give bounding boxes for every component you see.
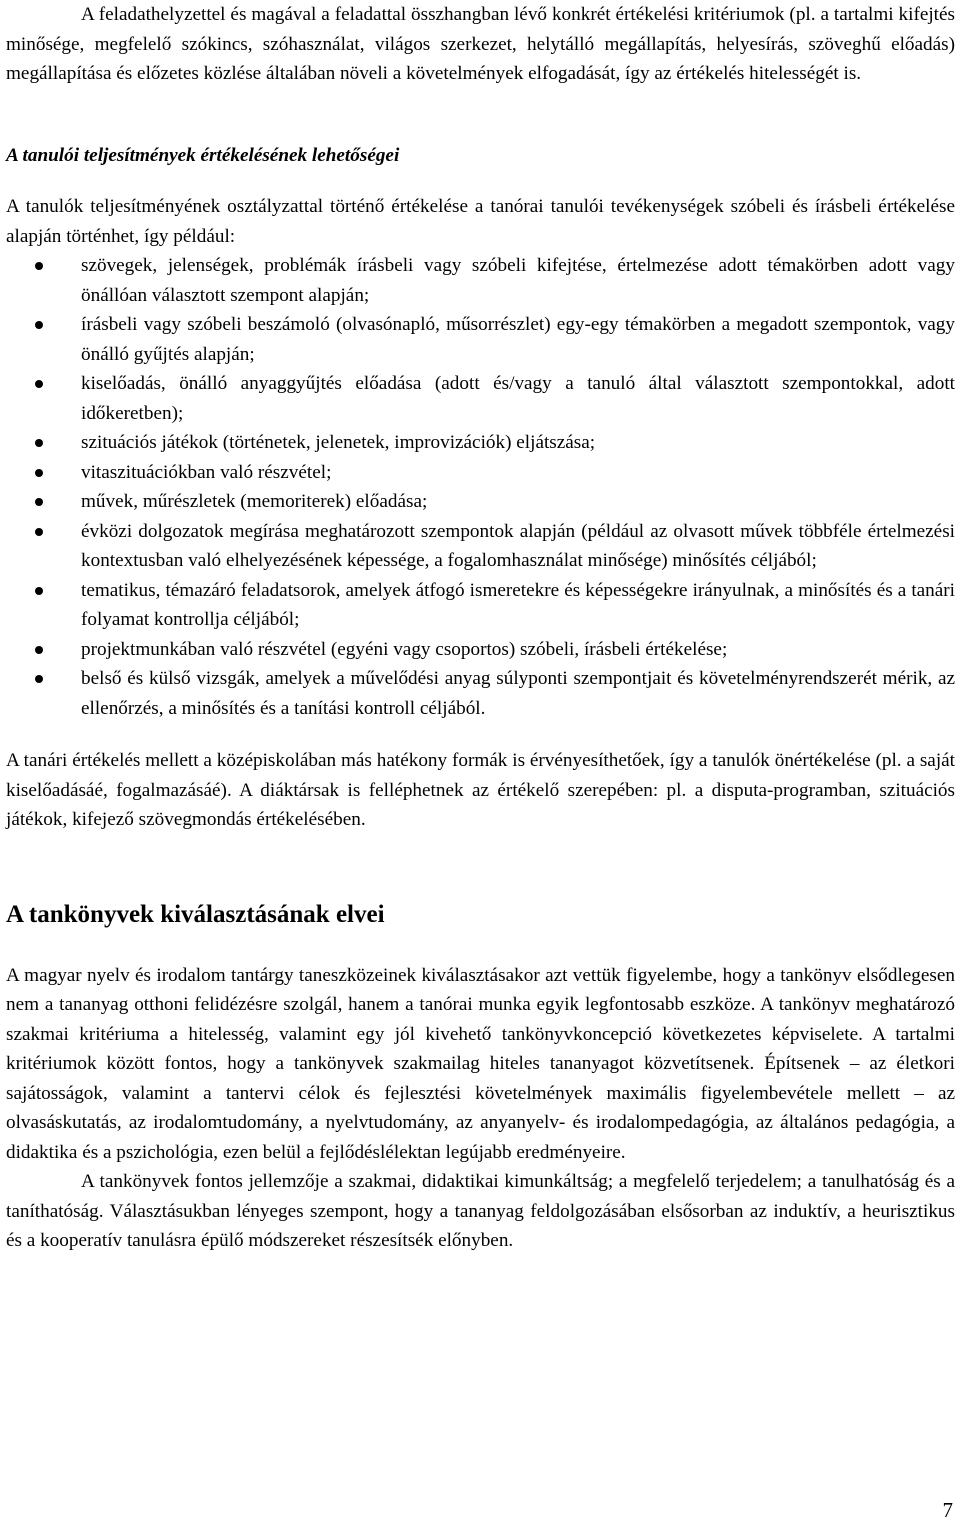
document-page xyxy=(6,0,955,1256)
spacer xyxy=(6,170,955,192)
bullet-icon xyxy=(35,587,43,595)
evaluation-lead-paragraph: A tanulók teljesítményének osztályzattal történő értékelése a tanórai tanulói tevékenységek szóbeli és írásbeli értékelése alapján történhet, így például: xyxy=(6,196,955,247)
spacer xyxy=(6,835,955,899)
list-item xyxy=(6,517,955,576)
bullet-icon xyxy=(35,262,43,270)
section-heading-textbooks: A tankönyvek kiválasztásának elvei xyxy=(6,900,385,928)
bullet-icon xyxy=(35,646,43,654)
list-item xyxy=(6,310,955,369)
bullet-icon xyxy=(35,498,43,506)
evaluation-methods-list xyxy=(6,251,955,723)
spacer xyxy=(6,723,955,746)
list-item xyxy=(6,428,955,458)
page-number: 7 xyxy=(942,1498,953,1522)
list-item-text: évközi dolgozatok megírása meghatározott szempontok alapján (például az olvasott művek többféle értelmezési kontextusban való elhelyezésének képessége, a fogalomhasználat minősége) minősítés céljából; xyxy=(81,520,955,571)
list-item xyxy=(6,487,955,517)
list-item-text: kiselőadás, önálló anyaggyűjtés előadása (adott és/vagy a tanuló által választott szempontokkal, adott időkeretben); xyxy=(81,373,955,424)
list-item-text: tematikus, témazáró feladatsorok, amelyek átfogó ismeretekre és képességekre irányulnak, a minősítés és a tanári folyamat kontrollja céljából; xyxy=(81,579,955,630)
list-item-text: írásbeli vagy szóbeli beszámoló (olvasónapló, műsorrészlet) egy-egy témakörben a megadott szempontok, vagy önálló gyűjtés alapján; xyxy=(81,314,955,365)
bullet-icon xyxy=(35,469,43,477)
section-heading-evaluation: A tanulói teljesítmények értékelésének lehetőségei xyxy=(6,144,400,166)
bullet-icon xyxy=(35,528,43,536)
list-item-text: vitaszituációkban való részvétel; xyxy=(81,461,332,483)
list-item xyxy=(6,664,955,723)
bullet-icon xyxy=(35,439,43,447)
bullet-icon xyxy=(35,675,43,683)
spacer xyxy=(6,89,955,141)
list-item xyxy=(6,458,955,488)
spacer xyxy=(6,931,955,961)
list-item-text: szövegek, jelenségek, problémák írásbeli vagy szóbeli kifejtése, értelmezése adott témakörben adott vagy önállóan választott szempont alapján; xyxy=(81,255,955,306)
list-item-text: művek, műrészletek (memoriterek) előadása; xyxy=(81,491,428,512)
list-item xyxy=(6,635,955,665)
textbooks-paragraph-2: A tankönyvek fontos jellemzője a szakmai, didaktikai kimunkáltság; a megfelelő terjedelem; a tanulhatóság és a taníthatóság. Választásukban lényeges szempont, hogy a tananyag feldolgozásában elsősorban az induktív, a heurisztikus és a kooperatív tanulásra épülő módszereket részesítsék előnyben. xyxy=(6,1171,955,1251)
list-item xyxy=(6,369,955,428)
list-item-text: projektmunkában való részvétel (egyéni vagy csoportos) szóbeli, írásbeli értékelése; xyxy=(81,638,728,660)
intro-paragraph: A feladathelyzettel és magával a feladattal összhangban lévő konkrét értékelési kritériumok (pl. a tartalmi kifejtés minősége, megfelelő szókincs, szóhasználat, világos szerkezet, helytálló megállapítás, helyesírás, szöveghű előadás) megállapítása és előzetes közlése általában növeli a követelmények elfogadását, így az értékelés hitelességét is. xyxy=(6,4,955,84)
teacher-evaluation-paragraph: A tanári értékelés mellett a középiskolában más hatékony formák is érvényesíthetőek, így a tanulók önértékelése (pl. a saját kiselőadásáé, fogalmazásáé). A diáktársak is felléphetnek az értékelő szerepében: pl. a disputa-programban, szituációs játékok, kifejező szövegmondás értékelésében. xyxy=(6,750,955,830)
textbooks-paragraph-1: A magyar nyelv és irodalom tantárgy taneszközeinek kiválasztásakor azt vettük figyelembe, hogy a tankönyv elsődlegesen nem a tananyag otthoni felidézésre szolgál, hanem a tanórai munka egyik legfontosabb eszköze. A tankönyv meghatározó szakmai kritériuma a hitelesség, valamint egy jól kivehető tankönyvkoncepció következetes képviselete. A tartalmi kritériumok között fontos, hogy a tankönyvek szakmailag hiteles tananyagot közvetítsenek. Építsenek – az életkori sajátosságok, valamint a tantervi célok és fejlesztési követelmények maximális figyelembevétele mellett – az olvasáskutatás, az irodalomtudomány, a nyelvtudomány, az anyanyelv- és irodalompedagógia, az általános pedagógia, a didaktika és a pszichológia, ezen belül a fejlődéslélektan legújabb eredményeire. xyxy=(6,964,955,1163)
list-item xyxy=(6,576,955,635)
list-item xyxy=(6,251,955,310)
bullet-icon xyxy=(35,380,43,388)
list-item-text: szituációs játékok (történetek, jelenetek, improvizációk) eljátszása; xyxy=(81,432,596,453)
list-item-text: belső és külső vizsgák, amelyek a művelődési anyag súlyponti szempontjait és követelményrendszerét mérik, az ellenőrzés, a minősítés és a tanítási kontroll céljából. xyxy=(81,668,955,719)
bullet-icon xyxy=(35,321,43,329)
